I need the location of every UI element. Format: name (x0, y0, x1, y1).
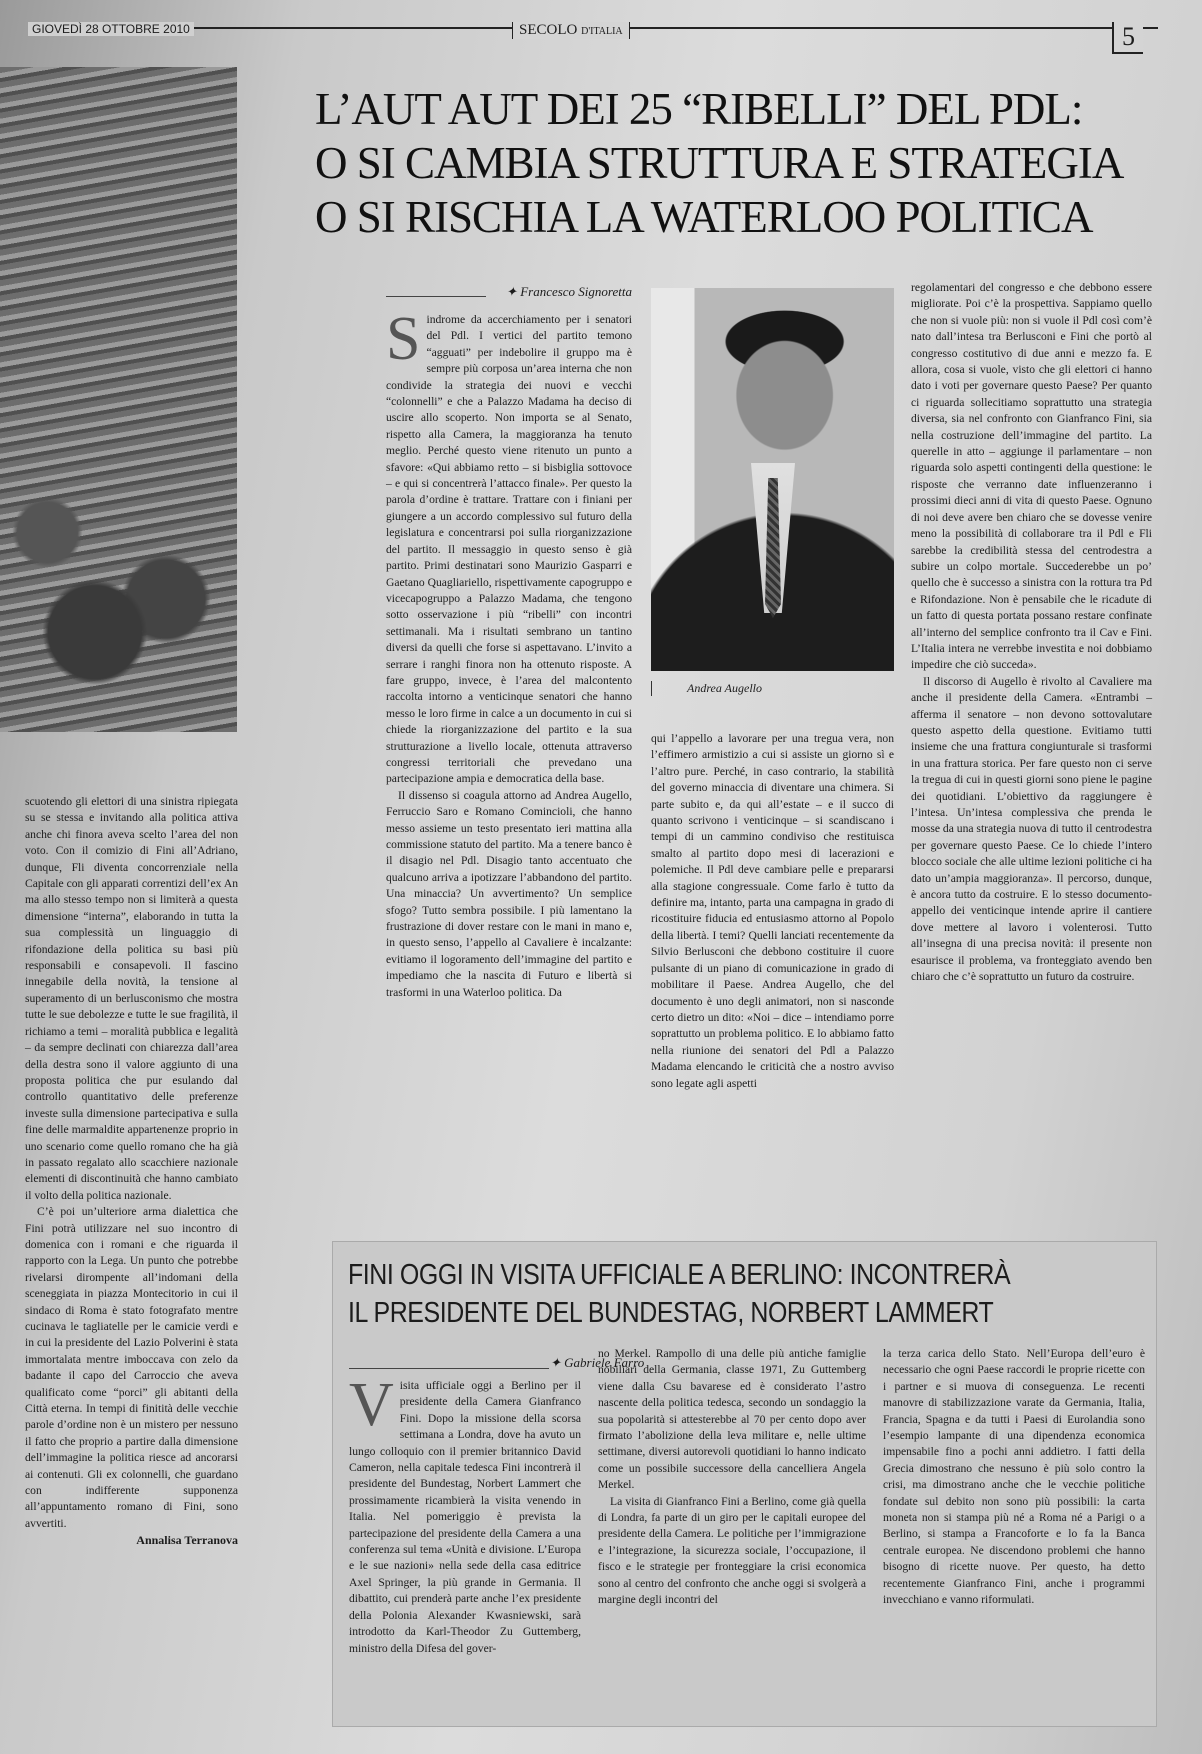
byline-rule (349, 1368, 549, 1369)
box-column-2 (598, 1346, 866, 1609)
paragraph: qui l’appello a lavorare per una tregua vera, non l’effimero armistizio a cui si assiste un giorno sì e l’altro pure. Perché, in caso contrario, la stabilità del governo minaccia di diventare una chimera. Si parte subito e, da qui all’estate – e il succo di quanto scrivono i venticinque – si scandiscano i tempi di un cammino condiviso che restituisca smalto al partito dopo mesi di lacerazioni e polemiche. Il Pdl deve cambiare pelle e prepararsi alla stagione congressuale. Come farlo è tutto da definire ma, intanto, parta una campagna in grado di ricostituire fiducia ed entusiasmo attorno al Popolo della libertà. I temi? Quelli lanciati recentemente da Silvio Berlusconi che debbono costituire il cuore pulsante di un piano di comunicazione in grado di mobilitare il Paese. Andrea Augello, che del documento è uno degli animatori, non si nasconde certo dietro un dito: «Noi – dice – intendiamo porre soprattutto un problema politico. E lo abbiamo fatto nella riunione dei senatori del Pdl a Palazzo Madama elencando le criticità che a nostro avviso sono legate agli aspetti (651, 732, 894, 1090)
paragraph: la terza carica dello Stato. Nell’Europa dell’euro è necessario che ogni Paese raccordi le proprie ricette con i partner e si muova di conseguenza. Le recenti manovre di stabilizzazione varate da Germania, Italia, Francia, Spagna e da tutti i Paesi di Eurolandia sono l’esempio lampante di una dipendenza economica impensabile fino a pochi anni addietro. I fatti della Grecia dimostrano che nessuno è più solo contro la crisi, ma dimostrano anche che le vecchie politiche fondate sul debito non sono più possibili: la carta moneta non si stampa più né a Roma né a Parigi o a Berlino, si stampa a Francoforte e lo fa la Banca centrale europea. Ne discendono problemi che hanno bisogno di ricette nuove. Per questo, ha detto recentemente Gianfranco Fini, anche i programmi invecchiano e vanno riformulati. (883, 1347, 1145, 1607)
page-number: 5 (1112, 22, 1143, 54)
paragraph: Il discorso di Augello è rivolto al Cavaliere ma anche il presidente della Camera. «Entrambi – afferma il senatore – non devono sottovalutare questo aspetto della questione. Evitiamo tutti insieme che una frattura congiunturale si trasformi in una frattura storica. Per fare questo non ci serve la tregua di cui in questi giorni sono piene le pagine dei quotidiani. L’obiettivo da raggiungere è l’intesa. Un’intesa complessiva che prenda le mosse da una strategia nuova di tutto il centrodestra per governare questo Paese. Ce lo chiede l’intero blocco sociale che alle ultime lezioni politiche ci ha dato un’ampia maggioranza». Il percorso, dunque, è ancora tutto da costruire. E lo stesso documento-appello dei venticinque intende aprire il cantiere dove mettere al lavoro i volenterosi. Tutto all’insegna di una precisa novità: il presente non esaurisce il problema, va fronteggiato avendo ben chiaro che c’è soprattutto un futuro da costruire. (911, 674, 1152, 984)
paragraph: Il dissenso si coagula attorno ad Andrea Augello, Ferruccio Saro e Romano Comincioli, che hanno messo assieme un testo presentato ieri mattina alla commissione statuto del partito. Ma a tenere banco è il disagio nel Pdl. Disagio tanto accentuato che qualcuno arriva a ipotizzare l’abbandono del partito. Una minaccia? Un avvertimento? Un semplice sfogo? Tutto sembra possibile. I più lamentano la frustrazione di dover restare con le mani in mano e, in questo senso, l’appello al Cavaliere è incalzante: evitiamo il logoramento dell’immagine del partito e impediamo che la nascita di Futuro e libertà si trasformi in una Waterloo politica. Da (386, 788, 632, 999)
box-byline: ✦ Gabriele Farro (550, 1355, 645, 1370)
headline-line: FINI OGGI IN VISITA UFFICIALE A BERLINO: INCONTRERÀ (348, 1259, 1011, 1291)
paragraph: C’è poi un’ulteriore arma dialettica che Fini potrà utilizzare nel suo incontro di domenica con i romani e che riguarda il rapporto con la Lega. Un punto che potrebbe rivelarsi dirompente all’indomani della sceneggiata in piazza Montecitorio in cui il sindaco di Roma è stato fotografato mentre cucinava le tagliatelle per le camicie verdi e in cui la presidente del Lazio Polverini è stata immortalata mentre imboccava con zelo da badante il capo del Carroccio che aveva qualificato come “porci” gli abitanti della Città eterna. In tempi di finitità delle vecchie parole d’ordine non è un mistero per nessuno il fatto che proprio a partire dalla dimensione dell’immagine la politica riesce ad ancorarsi ai contenuti. Gli ex colonnelli, che guardano con indifferente supponenza all’appuntamento romano di Fini, sono avvertiti. (25, 1205, 238, 1530)
box-column-1 (349, 1371, 581, 1657)
main-article-column-1 (386, 305, 632, 1001)
main-article-column-3 (911, 280, 1152, 985)
drop-cap: V (349, 1371, 394, 1439)
byline-rule (386, 296, 486, 297)
paragraph: regolamentari del congresso e che debbono essere migliorate. Poi c’è la prospettiva. Sappiamo quello che non si vuole più: non si vuole il Pdl così com’è nato dall’intesa tra Berlusconi e Fini che portò al congresso costitutivo di due anni e mezzo fa. E allora, cosa si vuole, visto che gli elettori ci hanno dato i voti per governare questo Paese? Per quanto ci riguarda sollecitiamo soprattutto una strategia diversa, sia nel confronto con Gianfranco Fini, sia nella costruzione dell’immagine del partito. La querelle in atto – aggiunge il parlamentare – non riguarda solo aspetti contingenti della questione: le risposte che verranno date influenzeranno i prossimi dieci anni di vita di questo Paese. Ognuno di noi deve avere ben chiaro che se dovesse venire meno la possibilità di collaborare tra il Pdl e Fli sarebbe la credibilità stessa del centrodestra a subire un colpo mortale. Succederebbe un po’ quello che è successo a sinistra con la rottura tra Pd e Rifondazione. Non è pensabile che le ricadute di un fatto di questa portata possano restare confinate all’interno del semplice confronto tra il Cav e Fini. L’Italia intera ne verrebbe investita e noi dobbiamo impedire che ciò succeda». (911, 281, 1152, 672)
paragraph: isita ufficiale oggi a Berlino per il presidente della Camera Gianfranco Fini. Dopo la missione della scorsa settimana a Londra, dove ha avuto un lungo colloquio con il premier britannico David Cameron, nella capitale tedesca Fini incontrerà il presidente del Bundestag, Norbert Lammert che prossimamente ricambierà la visita venendo in Italia. Nel pomeriggio è prevista la partecipazione del presidente della Camera a una conferenza sul tema «Unità e divisione. L’Europa e le sue nazioni» nella sede della casa editrice Axel Springer, la più grande in Germania. Il dibattito, cui prenderà parte anche l’ex presidente della Polonia Alexander Kwasniewski, sarà introdotto da Karl-Theodor Zu Guttemberg, ministro della Difesa del gover- (349, 1379, 581, 1655)
author-name: Gabriele Farro (564, 1355, 645, 1370)
box-headline (348, 1256, 1036, 1332)
main-byline: ✦ Francesco Signoretta (506, 284, 632, 299)
headline-line: L’AUT AUT DEI 25 “RIBELLI” DEL PDL: (315, 84, 1083, 134)
photo-caption: Andrea Augello (651, 681, 894, 696)
crowd-photo (0, 67, 237, 732)
masthead (512, 22, 630, 39)
paragraph: no Merkel. Rampollo di una delle più antiche famiglie nobiliari della Germania, classe 1971, Zu Guttemberg viene dalla Csu bavarese ed è considerato l’astro nascente della politica tedesca, secondo un sondaggio la sua popolarità si attesterebbe al 70 per cento dopo aver firmato l’abolizione della leva militare e, nelle ultime settimane, diversi autorevoli quotidiani lo hanno indicato come un possibile successore della cancelliera Angela Merkel. (598, 1347, 866, 1492)
issue-date: GIOVEDÌ 28 OTTOBRE 2010 (28, 22, 194, 36)
masthead-name: SECOLO (519, 22, 578, 38)
main-article-column-2 (651, 731, 894, 1092)
augello-photo (651, 288, 894, 671)
author-name: Francesco Signoretta (520, 284, 632, 299)
paragraph: scuotendo gli elettori di una sinistra ripiegata su se stessa e invitando alla politica attiva anche chi finora aveva scelto l’area del non voto. Con il comizio di Fini all’Adriano, dunque, Fli diventa concorrenziale nella Capitale con gli apparati correntizi dell’ex An ma allo stesso tempo non si limiterà a questa dimensione “interna”, elaborando in tutta la sua complessità un linguaggio di rifondazione della politica su basi più responsabili e consapevoli. Il fascino innegabile della novità, la tensione al superamento di un berlusconismo che mostra tutte le sue debolezze e tutte le sue fragilità, il richiamo a temi – moralità pubblica e legalità – da sempre declinati con chiarezza dall’area della destra sono il valore aggiunto di una proposta politica che pur esulando dal controllo quantitativo delle preferenze investe sulla dimensione partecipativa e sulla fine delle marmaldite appartenenze proprio in uno scenario come quello romano che ha già in passato regalato allo scacchiere nazionale elementi di discontinuità che hanno cambiato il volto della politica nazionale. (25, 795, 238, 1202)
masthead-suffix: D'ITALIA (581, 26, 623, 37)
main-headline (315, 82, 1165, 244)
headline-line: O SI RISCHIA LA WATERLOO POLITICA (315, 192, 1093, 242)
box-column-3 (883, 1346, 1145, 1609)
paragraph: La visita di Gianfranco Fini a Berlino, come già quella di Londra, fa parte di un giro per le capitali europee del presidente della Camera. Le politiche per l’immigrazione e l’integrazione, la sicurezza sociale, l’occupazione, il fisco e le strategie per fronteggiare la crisi economica sono al centro del confronto che anche oggi si svolgerà a margine degli incontri del (598, 1494, 866, 1607)
side-article (25, 794, 238, 1549)
drop-cap: S (386, 305, 421, 373)
paragraph: indrome da accerchiamento per i senatori del Pdl. I vertici del partito temono “agguati” per indebolire il gruppo ma è sempre più corposa un’area interna che non condivide la strategia dei nuovi e vecchi “colonnelli” e che a Palazzo Madama ha deciso di uscire allo scoperto. Non importa se al Senato, rispetto alla Camera, la maggioranza ha tenuto meglio. Perché questo viene ritenuto un punto a sfavore: «Qui abbiamo retto – si bisbiglia sottovoce – e qui si concentrerà l’attacco finale». Per questo la parola d’ordine è trattare. Trattare con i finiani per giungere a un accordo complessivo sul futuro della legislatura e concentrarsi poi sulla riorganizzazione del partito. Il messaggio in questo senso è già partito. Primi destinatari sono Maurizio Gasparri e Gaetano Quagliariello, rispettivamente capogruppo e vicecapogruppo a Palazzo Madama, che tengono sotto osservazione i più “ribelli” con incontri settimanali. Ma i risultati sembrano un tantino diversi da quelli che forse si aspettavano. L’invito a serrare i ranghi finora non ha ottenuto risposte. A fare gruppo, invece, è l’area del malcontento raccolta intorno a venticinque senatori che hanno messo le loro firme in calce a un documento in cui si chiede la riorganizzazione del partito e la sua strutturazione a livello locale, ottenuta attraverso congressi territoriali che prevedano una partecipazione ampia e democratica della base. (386, 313, 632, 786)
headline-line: IL PRESIDENTE DEL BUNDESTAG, NORBERT LAMMERT (348, 1297, 994, 1329)
side-article-signature: Annalisa Terranova (136, 1533, 238, 1548)
headline-line: O SI CAMBIA STRUTTURA E STRATEGIA (315, 138, 1124, 188)
